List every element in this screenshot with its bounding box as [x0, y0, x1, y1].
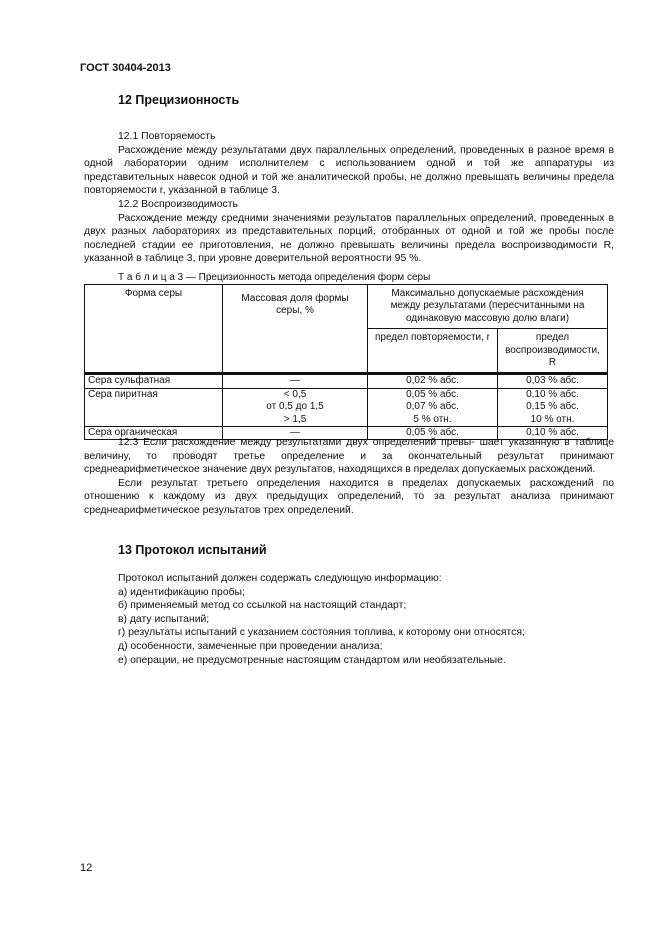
protocol-list	[118, 572, 525, 667]
section-12-text	[84, 130, 614, 266]
value: < 0,5	[283, 388, 307, 400]
list-item: б) применяемый метод со ссылкой на настоящий стандарт;	[118, 600, 407, 612]
value: 5 % отн.	[413, 413, 452, 425]
header-r: предел повторяемости, r	[368, 329, 498, 374]
subsection-12-2: 12.2 Воспроизводимость	[118, 198, 238, 210]
table-caption: Т а б л и ц а 3 — Прецизионность метода определения форм серы	[118, 272, 431, 283]
cell-mass: —	[223, 374, 368, 388]
value: 0,10 % абс.	[526, 388, 579, 400]
cell-R: 0,10 % абс.	[498, 427, 608, 440]
cell-form: Сера сульфатная	[85, 374, 223, 388]
header-max: Максимально допускаемые расхождения между результатами (пересчитанными на одинаковую массовую долю влаги)	[368, 285, 608, 329]
value: 0,07 % абс.	[406, 401, 459, 413]
value: > 1,5	[283, 413, 307, 425]
table-row	[85, 374, 608, 388]
section-13-title: 13 Протокол испытаний	[118, 543, 267, 557]
cell-mass	[223, 388, 368, 426]
cell-r	[368, 388, 498, 426]
list-intro: Протокол испытаний должен содержать следующую информацию:	[118, 573, 442, 584]
list-item: д) особенности, замеченные при проведении анализа;	[118, 640, 383, 652]
value: 10 % отн.	[530, 413, 575, 425]
cell-form: Сера органическая	[85, 427, 223, 440]
cell-mass: —	[223, 427, 368, 440]
standard-header: ГОСТ 30404-2013	[80, 62, 171, 74]
subsection-12-1: 12.1 Повторяемость	[118, 131, 216, 142]
paragraph: Расхождение между результатами двух параллельных определений, проведенных в разное время в одной лаборатории одним исполнителем с использованием одной и той же аппаратуры из представительных навесок одной и той же аналитической пробы, не должно превышать величины предела повторяемости r, указанной в таблице 3.	[84, 144, 614, 197]
value: 0,05 % абс.	[406, 388, 459, 400]
header-R: предел воспроизводимости, R	[498, 329, 608, 374]
paragraph: 12.3 Если расхождение между результатами двух определений превы- шает указанную в таблице величину, то проводят третье определение и за окончательный результат принимают среднеарифметическое значение двух результатов, находящихся в пределах допускаемых расхождений.	[84, 437, 614, 476]
cell-R	[498, 388, 608, 426]
header-form: Форма серы	[85, 285, 223, 374]
cell-R: 0,03 % абс.	[498, 374, 608, 388]
list-item: г) результаты испытаний с указанием состояния топлива, к которому они относятся;	[118, 627, 525, 639]
paragraph: Расхождение между средними значениями результатов параллельных определений, проведенных в двух разных лабораториях из представительных порций, отобранных от одной и той же пробы после последней стадии ее приготовления, не должно превышать величины предела воспроизводимости R, указанной в таблице 3, при уровне доверительной вероятности 95 %.	[84, 212, 614, 265]
header-mass: Массовая доля формы серы, %	[223, 285, 368, 374]
value: от 0,5 до 1,5	[266, 401, 324, 413]
cell-r: 0,05 % абс.	[368, 427, 498, 440]
list-item: е) операции, не предусмотренные настоящим стандартом или необязательные.	[118, 654, 506, 666]
page-number: 12	[80, 862, 93, 874]
value: 0,15 % абс.	[526, 401, 579, 413]
precision-table	[84, 284, 608, 440]
cell-form: Сера пиритная	[85, 388, 223, 426]
list-item: в) дату испытаний;	[118, 613, 210, 625]
section-12-title: 12 Прецизионность	[118, 93, 240, 107]
list-item: а) идентификацию пробы;	[118, 586, 245, 598]
section-12-3-text	[84, 436, 614, 518]
paragraph: Если результат третьего определения находится в пределах допускаемых расхождений по отношению к каждому из двух предыдущих определений, то за результат анализа принимают среднеарифметическое результатов трех определений.	[84, 477, 614, 516]
cell-r: 0,02 % абс.	[368, 374, 498, 388]
table-row	[85, 388, 608, 426]
